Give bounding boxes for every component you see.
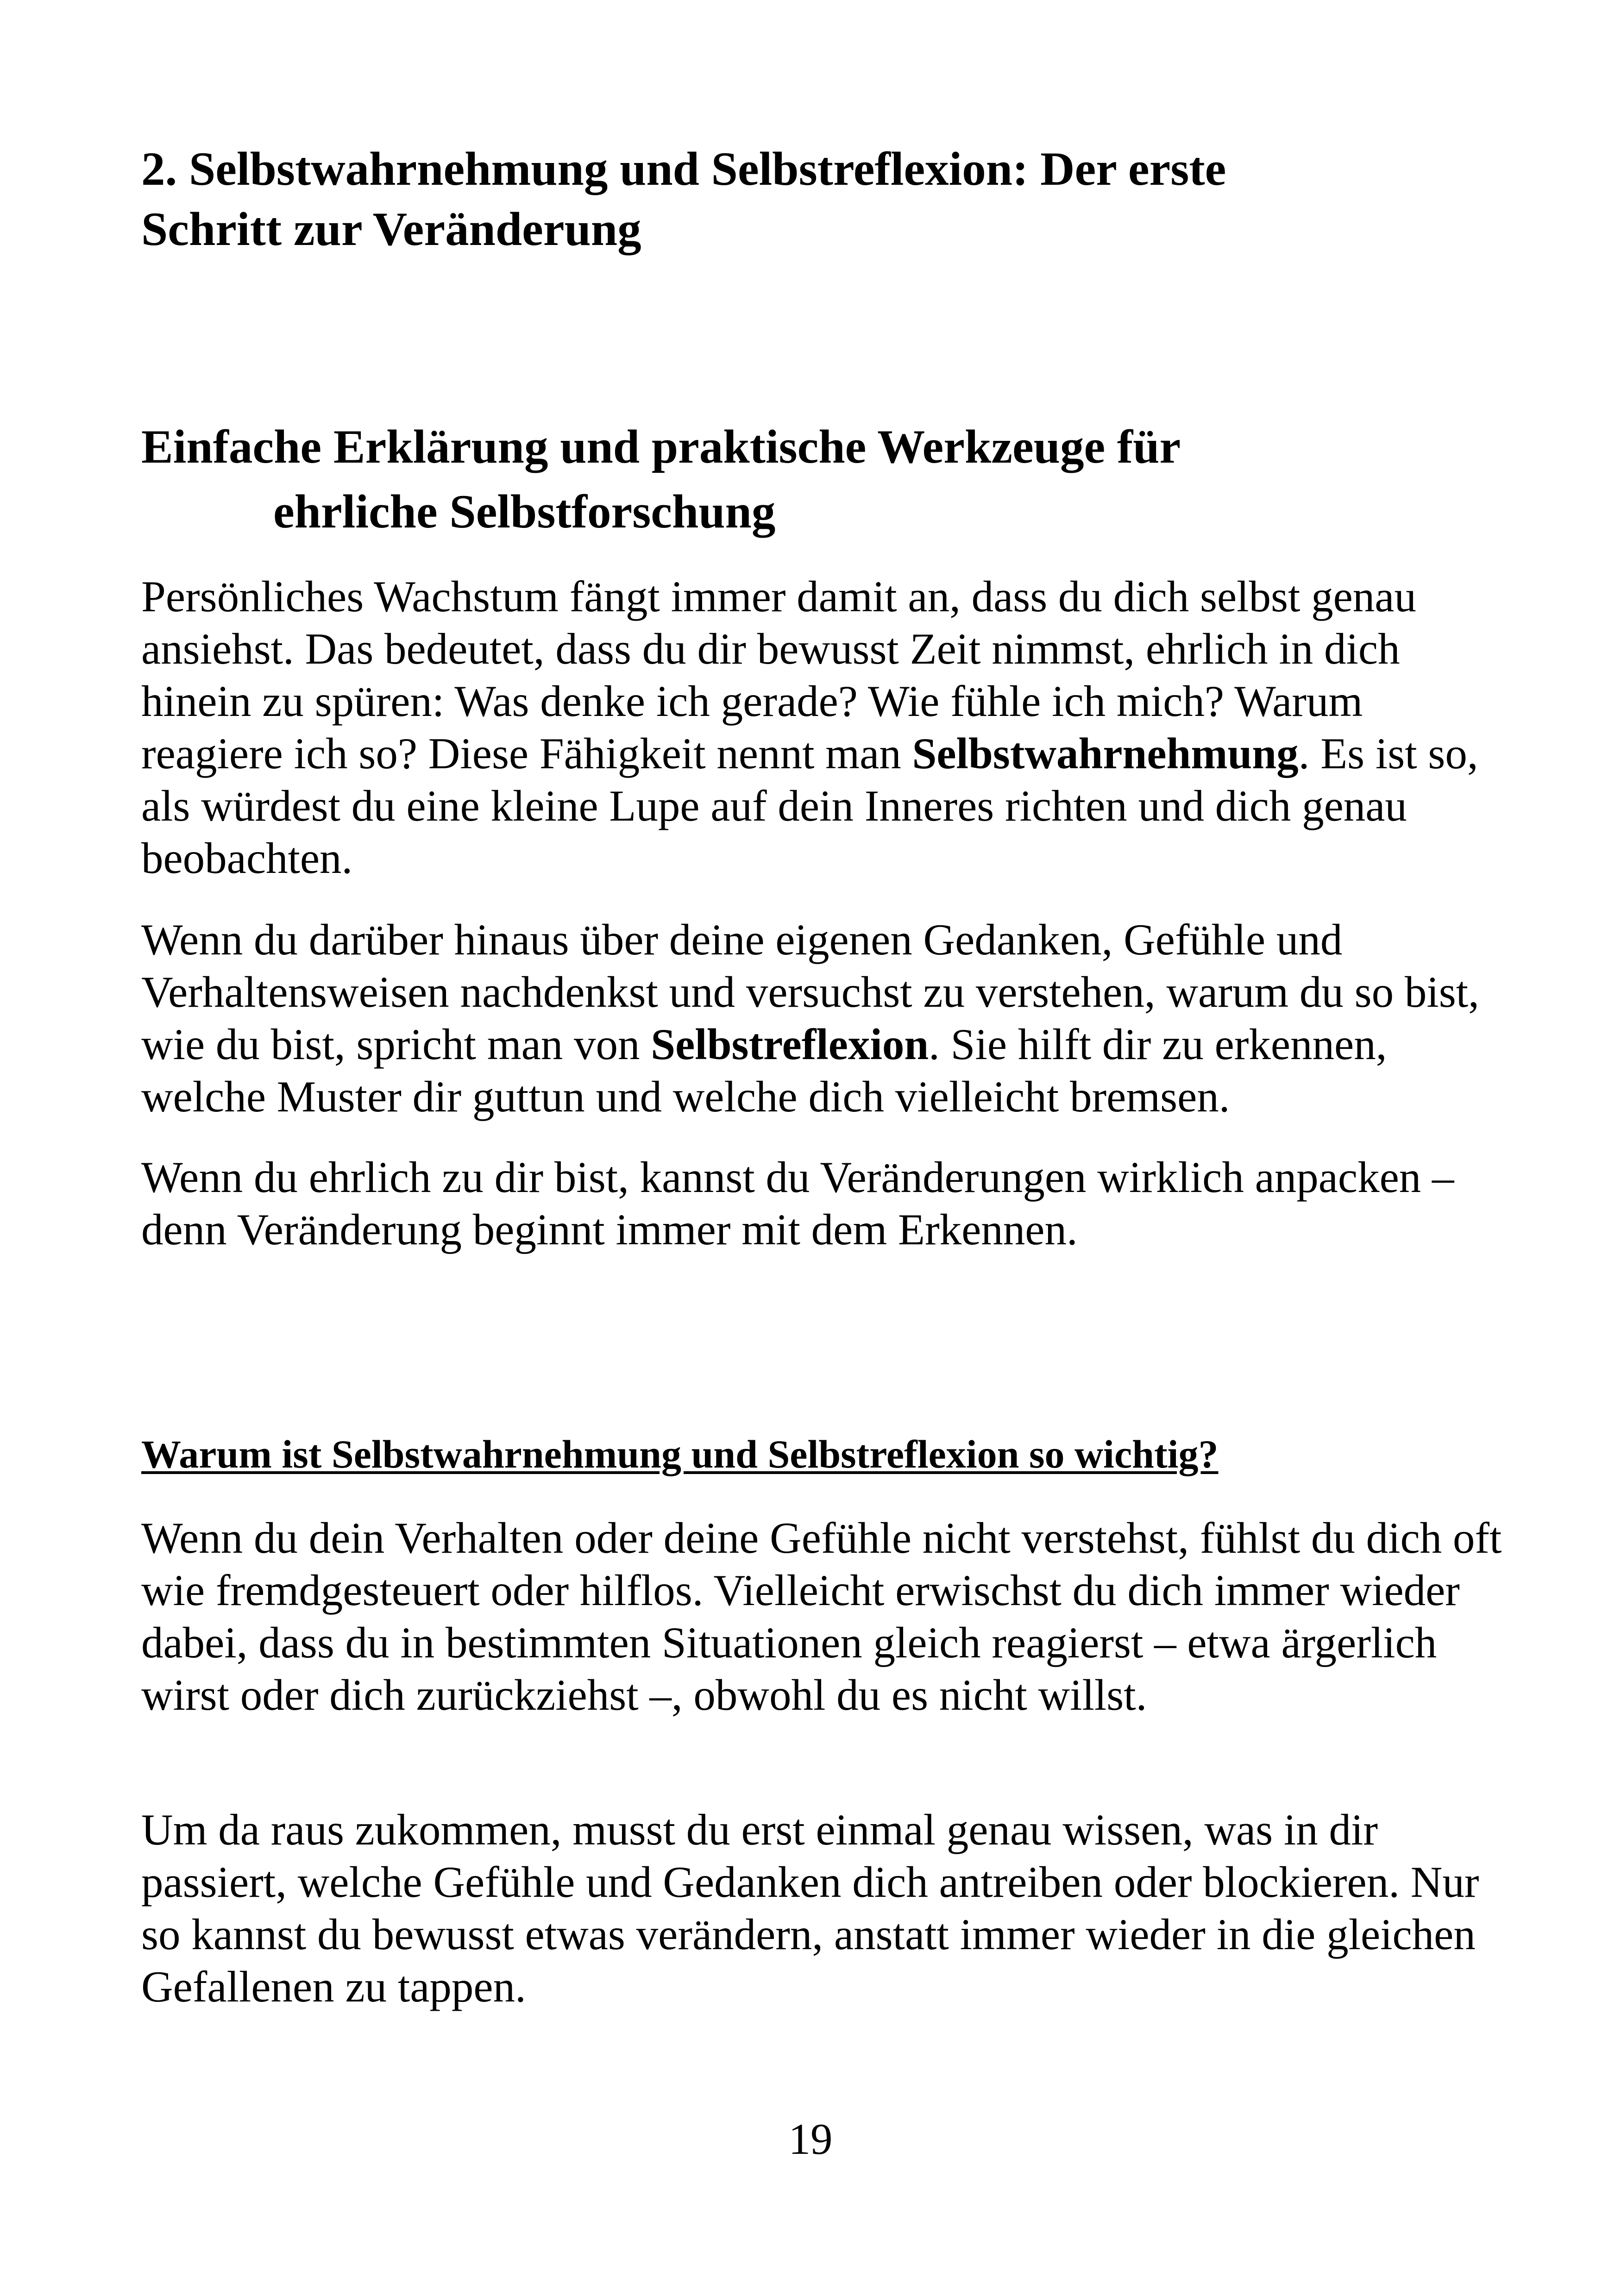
chapter-title [141, 139, 1512, 259]
chapter-title-line2: Schritt zur Veränderung [141, 203, 641, 256]
paragraph2-text-before: Wenn du darüber hinaus über deine eigenen Gedanken, Gefühle und Verhaltensweisen nachdenkst und versuchst zu verstehen, warum du so bist, wie du bist, spricht man von [141, 915, 1479, 1069]
paragraph-honesty: Wenn du ehrlich zu dir bist, kannst du Veränderungen wirklich anpacken – denn Veränderung beginnt immer mit dem Erkennen. [141, 1153, 1454, 1254]
paragraph-self-awareness [141, 571, 1512, 885]
section-title-line2: ehrliche Selbstforschung [273, 485, 776, 538]
paragraph-why-important: Wenn du dein Verhalten oder deine Gefühle nicht verstehst, fühlst du dich oft wie fremdgesteuert oder hilflos. Vielleicht erwischst du dich immer wieder dabei, dass du in bestimmten Situationen gleich reagierst – etwa ärgerlich wirst oder dich zurückziehst –, obwohl du es nicht willst. [141, 1513, 1502, 1719]
subsection-title: Warum ist Selbstwahrnehmung und Selbstreflexion so wichtig? [141, 1432, 1219, 1476]
paragraph1-text-after: . Es ist so, als würdest du eine kleine Lupe auf dein Inneres richten und dich genau beobachten. [141, 729, 1478, 883]
paragraph1-text-before: Persönliches Wachstum fängt immer damit an, dass du dich selbst genau ansiehst. Das bedeutet, dass du dir bewusst Zeit nimmst, ehrlich in dich hinein zu spüren: Was denke ich gerade? Wie fühle ich mich? Warum reagiere ich so? Diese Fähigkeit nennt man [141, 572, 1416, 778]
section-title-line1: Einfache Erklärung und praktische Werkzeuge für [141, 420, 1181, 473]
section-title [141, 414, 1512, 544]
paragraph-breaking-patterns: Um da raus zukommen, musst du erst einmal genau wissen, was in dir passiert, welche Gefühle und Gedanken dich antreiben oder blockieren. Nur so kannst du bewusst etwas verändern, anstatt immer wieder in die gleichen Gefallenen zu tappen. [141, 1805, 1479, 2011]
paragraph2-text-after: . Sie hilft dir zu erkennen, welche Muster dir guttun und welche dich vielleicht bremsen. [141, 1020, 1387, 1121]
paragraph2-bold-term: Selbstreflexion [651, 1020, 929, 1069]
chapter-title-line1: 2. Selbstwahrnehmung und Selbstreflexion: Der erste [141, 143, 1226, 195]
paragraph-self-reflection [141, 914, 1512, 1123]
page-number: 19 [788, 2114, 833, 2164]
paragraph1-bold-term: Selbstwahrnehmung [912, 729, 1299, 778]
